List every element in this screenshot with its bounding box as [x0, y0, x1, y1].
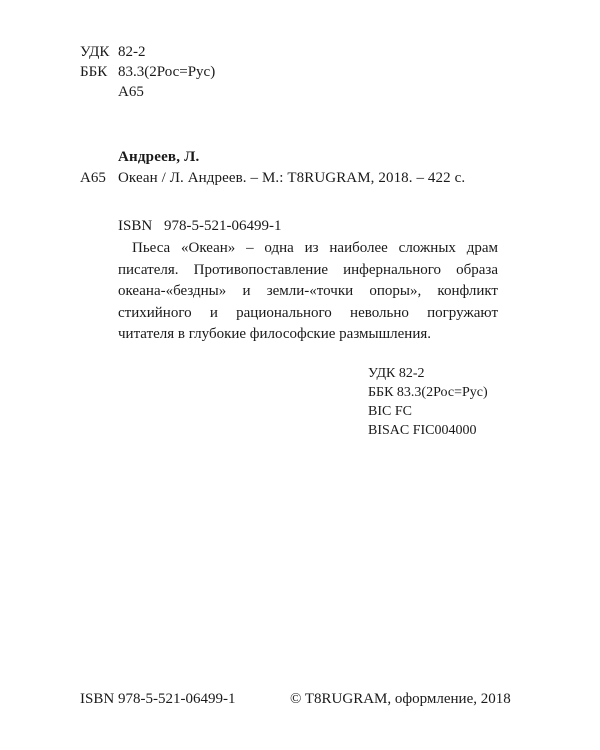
isbn-value: 978-5-521-06499-1 — [164, 218, 282, 234]
bbk-label: ББК — [80, 64, 108, 80]
bic-code: BIC FC — [368, 404, 412, 419]
author-mark-top: А65 — [118, 84, 144, 100]
bibliographic-description: Океан / Л. Андреев. – М.: T8RUGRAM, 2018. – 422 с. — [118, 170, 466, 186]
bisac-code: BISAC FIC004000 — [368, 423, 477, 438]
classification-codes-right — [368, 364, 488, 440]
isbn-label: ISBN — [118, 218, 153, 234]
bbk-row — [80, 62, 215, 82]
footer-isbn — [80, 691, 235, 708]
udk-value: 82-2 — [118, 44, 146, 60]
bbk-code: ББК 83.3(2Рос=Рус) — [368, 385, 488, 400]
classification-codes-top — [80, 42, 215, 102]
author-heading: Андреев, Л. — [118, 149, 200, 165]
footer-isbn-value: 978-5-521-06499-1 — [118, 691, 236, 707]
udk-row — [80, 42, 215, 62]
bbk-value: 83.3(2Рос=Рус) — [118, 64, 216, 80]
annotation-paragraph: Пьеса «Океан» – одна из наиболее сложных драм писателя. Противопоставление инфернального образа океана-«бездны» и земли-«точки опоры», конфликт стихийного и рационального невольно погружают читателя в глубокие философские размышления. — [118, 240, 498, 342]
footer-isbn-label: ISBN — [80, 691, 115, 707]
copyright-notice: © T8RUGRAM, оформление, 2018 — [290, 691, 511, 707]
udk-label: УДК — [80, 44, 110, 60]
udk-code: УДК 82-2 — [368, 366, 425, 381]
author-mark: А65 — [80, 170, 106, 186]
isbn-line — [118, 218, 281, 235]
